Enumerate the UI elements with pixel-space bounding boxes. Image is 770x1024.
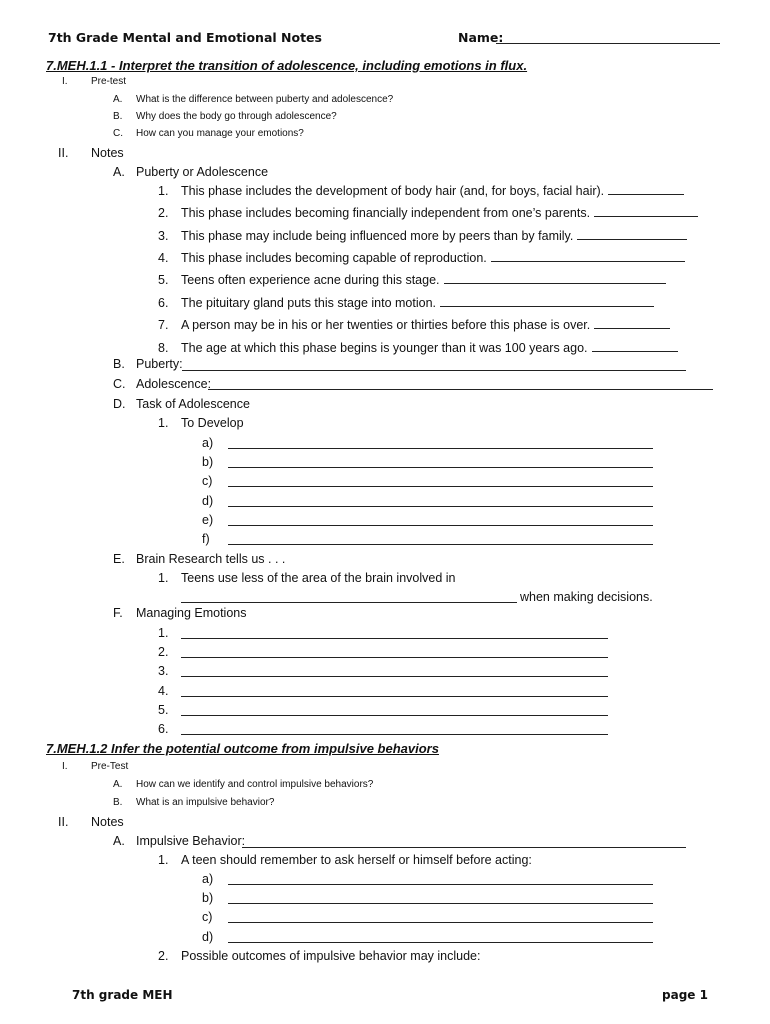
pretest-item-text: How can you manage your emotions? [136, 128, 304, 139]
managing-blank-line[interactable] [181, 734, 608, 735]
statement-row [158, 184, 684, 198]
develop-blank-line[interactable] [228, 525, 653, 526]
develop-blank-line[interactable] [228, 486, 653, 487]
develop-blank-line[interactable] [228, 544, 653, 545]
statement-text: The pituitary gland puts this stage into motion. [181, 296, 437, 310]
answer-blank-line[interactable] [592, 351, 678, 352]
pretest-label: Pre-test [91, 76, 127, 87]
pretest2-item-letter: A. [113, 779, 123, 790]
brain-research-text: Teens use less of the area of the brain involved in [181, 571, 456, 585]
develop-letter: d) [202, 494, 214, 508]
statement-number: 2. [158, 206, 169, 220]
pretest2-numeral: I. [62, 761, 68, 772]
notes-b-letter: B. [113, 357, 125, 371]
statement-number: 7. [158, 318, 169, 332]
ask-yourself-number: 1. [158, 853, 169, 867]
statement-row [158, 273, 666, 287]
managing-number: 4. [158, 684, 169, 698]
statement-row [158, 318, 670, 332]
ask-yourself-text: A teen should remember to ask herself or himself before acting: [181, 853, 532, 867]
ask-blank-line[interactable] [228, 884, 653, 885]
outcomes-text: Possible outcomes of impulsive behavior may include: [181, 949, 481, 963]
footer-page-number: page 1 [662, 988, 708, 1002]
notes-e-letter: E. [113, 552, 125, 566]
ask-blank-line[interactable] [228, 903, 653, 904]
section2-heading: 7.MEH.1.2 Infer the potential outcome from impulsive behaviors [46, 741, 439, 756]
managing-number: 3. [158, 664, 169, 678]
notes-e-label: Brain Research tells us . . . [136, 552, 286, 566]
statement-text: This phase includes the development of body hair (and, for boys, facial hair). [181, 184, 605, 198]
managing-blank-line[interactable] [181, 638, 608, 639]
notes-d-letter: D. [113, 397, 126, 411]
answer-blank-line[interactable] [594, 216, 698, 217]
ask-letter: c) [202, 910, 213, 924]
answer-blank-line[interactable] [608, 194, 684, 195]
statement-number: 3. [158, 229, 169, 243]
notes-a-label: Puberty or Adolescence [136, 165, 269, 179]
section1-heading: 7.MEH.1.1 - Interpret the transition of adolescence, including emotions in flux. [46, 58, 528, 73]
ask-letter: b) [202, 891, 214, 905]
notes-c-letter: C. [113, 377, 126, 391]
footer-course-label: 7th grade MEH [72, 988, 173, 1002]
pretest-item-text: Why does the body go through adolescence? [136, 111, 337, 122]
managing-blank-line[interactable] [181, 715, 608, 716]
statement-number: 8. [158, 341, 169, 355]
statement-text: Teens often experience acne during this stage. [181, 273, 440, 287]
brain-research-number: 1. [158, 571, 169, 585]
impulsive-behavior-blank-line[interactable] [242, 847, 686, 848]
managing-blank-line[interactable] [181, 676, 608, 677]
ask-letter: a) [202, 872, 214, 886]
notes-d-label: Task of Adolescence [136, 397, 250, 411]
pretest-item-letter: A. [113, 94, 123, 105]
develop-letter: f) [202, 532, 210, 546]
statement-row [158, 251, 685, 265]
answer-blank-line[interactable] [491, 261, 685, 262]
managing-number: 1. [158, 626, 169, 640]
notes-c-label: Adolescence: [136, 377, 212, 391]
notes-label: Notes [91, 146, 124, 160]
statement-number: 5. [158, 273, 169, 287]
develop-blank-line[interactable] [228, 467, 653, 468]
brain-research-tail: when making decisions. [520, 590, 653, 604]
outcomes-number: 2. [158, 949, 169, 963]
managing-blank-line[interactable] [181, 696, 608, 697]
ask-letter: d) [202, 930, 214, 944]
statement-text: A person may be in his or her twenties or thirties before this phase is over. [181, 318, 591, 332]
statement-text: This phase includes becoming financially independent from one’s parents. [181, 206, 591, 220]
notes-numeral: II. [58, 146, 69, 160]
pretest-item-letter: C. [113, 128, 123, 139]
name-blank-line[interactable] [496, 43, 720, 44]
notes-a-letter: A. [113, 165, 125, 179]
managing-number: 6. [158, 722, 169, 736]
statement-text: This phase may include being influenced more by peers than by family. [181, 229, 574, 243]
notes-f-letter: F. [113, 606, 123, 620]
statement-number: 1. [158, 184, 169, 198]
answer-blank-line[interactable] [444, 283, 666, 284]
pretest-item-text: What is the difference between puberty and adolescence? [136, 94, 394, 105]
adolescence-blank-line[interactable] [208, 389, 713, 390]
statement-row [158, 296, 654, 310]
document-title: 7th Grade Mental and Emotional Notes [48, 30, 322, 45]
name-label: Name: [458, 30, 504, 45]
pretest2-item-text: What is an impulsive behavior? [136, 797, 275, 808]
notes-b-label: Puberty: [136, 357, 183, 371]
to-develop-number: 1. [158, 416, 169, 430]
develop-blank-line[interactable] [228, 506, 653, 507]
managing-blank-line[interactable] [181, 657, 608, 658]
pretest2-item-text: How can we identify and control impulsive behaviors? [136, 779, 374, 790]
ask-blank-line[interactable] [228, 922, 653, 923]
statement-number: 6. [158, 296, 169, 310]
develop-blank-line[interactable] [228, 448, 653, 449]
answer-blank-line[interactable] [577, 239, 687, 240]
statement-number: 4. [158, 251, 169, 265]
notes2-a-label: Impulsive Behavior: [136, 834, 246, 848]
brain-area-blank-line[interactable] [181, 602, 517, 603]
statement-row [158, 341, 678, 355]
ask-blank-line[interactable] [228, 942, 653, 943]
develop-letter: a) [202, 436, 214, 450]
answer-blank-line[interactable] [594, 328, 670, 329]
notes2-a-letter: A. [113, 834, 125, 848]
pretest2-item-letter: B. [113, 797, 123, 808]
statement-text: This phase includes becoming capable of reproduction. [181, 251, 487, 265]
notes2-label: Notes [91, 815, 124, 829]
pretest-item-letter: B. [113, 111, 123, 122]
statement-row [158, 229, 687, 243]
to-develop-label: To Develop [181, 416, 244, 430]
notes-f-label: Managing Emotions [136, 606, 247, 620]
develop-letter: b) [202, 455, 214, 469]
statement-row [158, 206, 698, 220]
managing-number: 5. [158, 703, 169, 717]
managing-number: 2. [158, 645, 169, 659]
notes2-numeral: II. [58, 815, 69, 829]
puberty-blank-line[interactable] [182, 370, 686, 371]
pretest2-label: Pre-Test [91, 761, 129, 772]
answer-blank-line[interactable] [440, 306, 654, 307]
statement-text: The age at which this phase begins is younger than it was 100 years ago. [181, 341, 588, 355]
develop-letter: c) [202, 474, 213, 488]
develop-letter: e) [202, 513, 214, 527]
pretest-numeral: I. [62, 76, 68, 87]
